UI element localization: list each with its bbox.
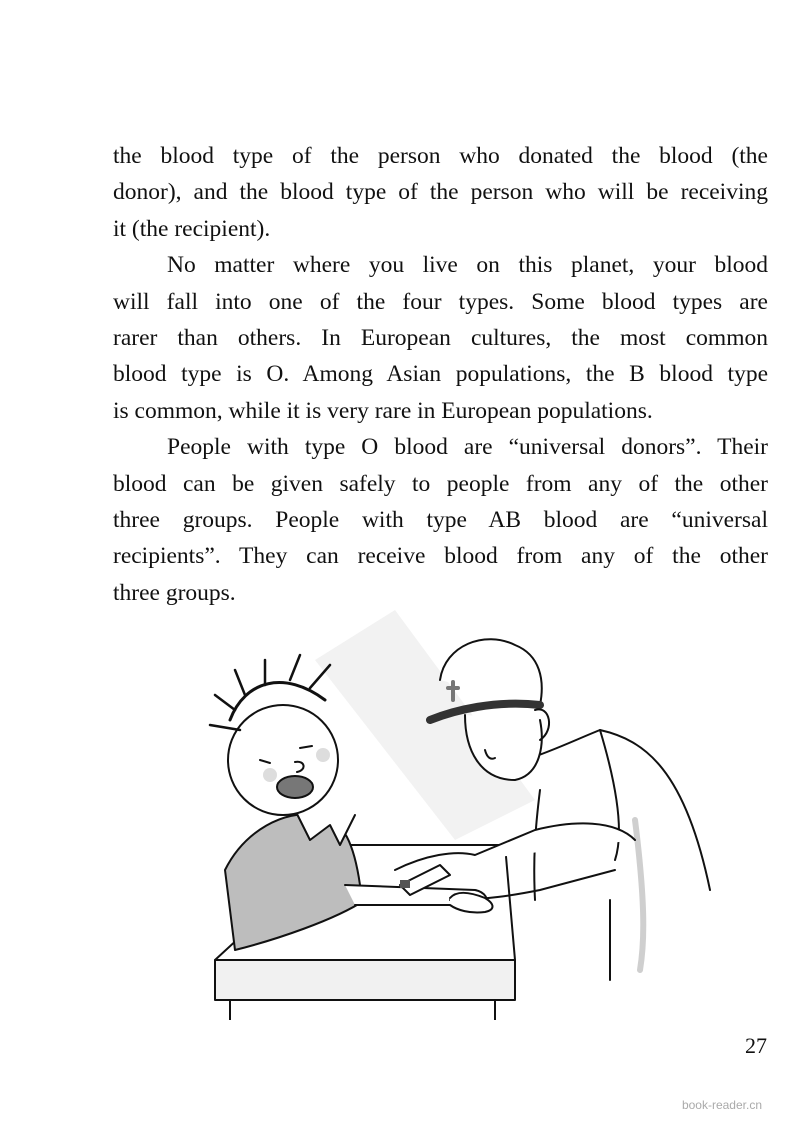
text-line: blood type is O. Among Asian populations, the B blood type — [113, 361, 768, 388]
page-number: 27 — [745, 1033, 767, 1058]
text-line: it (the recipient). — [113, 215, 271, 242]
paragraph-3 — [113, 429, 768, 611]
text-line: the blood type of the person who donated the blood (the — [113, 143, 768, 169]
watermark: book-reader.cn — [681, 1098, 762, 1112]
text-line: is common, while it is very rare in European populations. — [113, 397, 653, 424]
text-line: three groups. — [113, 579, 236, 606]
paragraph-1 — [113, 138, 768, 247]
text-line: No matter where you live on this planet, your blood — [167, 252, 768, 279]
text-line: recipients”. They can receive blood from any of the other — [113, 543, 768, 570]
paragraph-2 — [113, 247, 768, 429]
text-line: donor), and the blood type of the person who will be receiving — [113, 179, 768, 206]
text-line: rarer than others. In European cultures, the most common — [113, 325, 768, 352]
text-line: three groups. People with type AB blood are “universal — [113, 507, 768, 534]
body-text — [113, 138, 768, 611]
doctor-drawing-blood-illustration — [195, 600, 715, 1020]
text-line: will fall into one of the four types. Some blood types are — [113, 288, 768, 315]
text-line: blood can be given safely to people from any of the other — [113, 470, 768, 497]
text-line: People with type O blood are “universal donors”. Their — [167, 434, 768, 461]
